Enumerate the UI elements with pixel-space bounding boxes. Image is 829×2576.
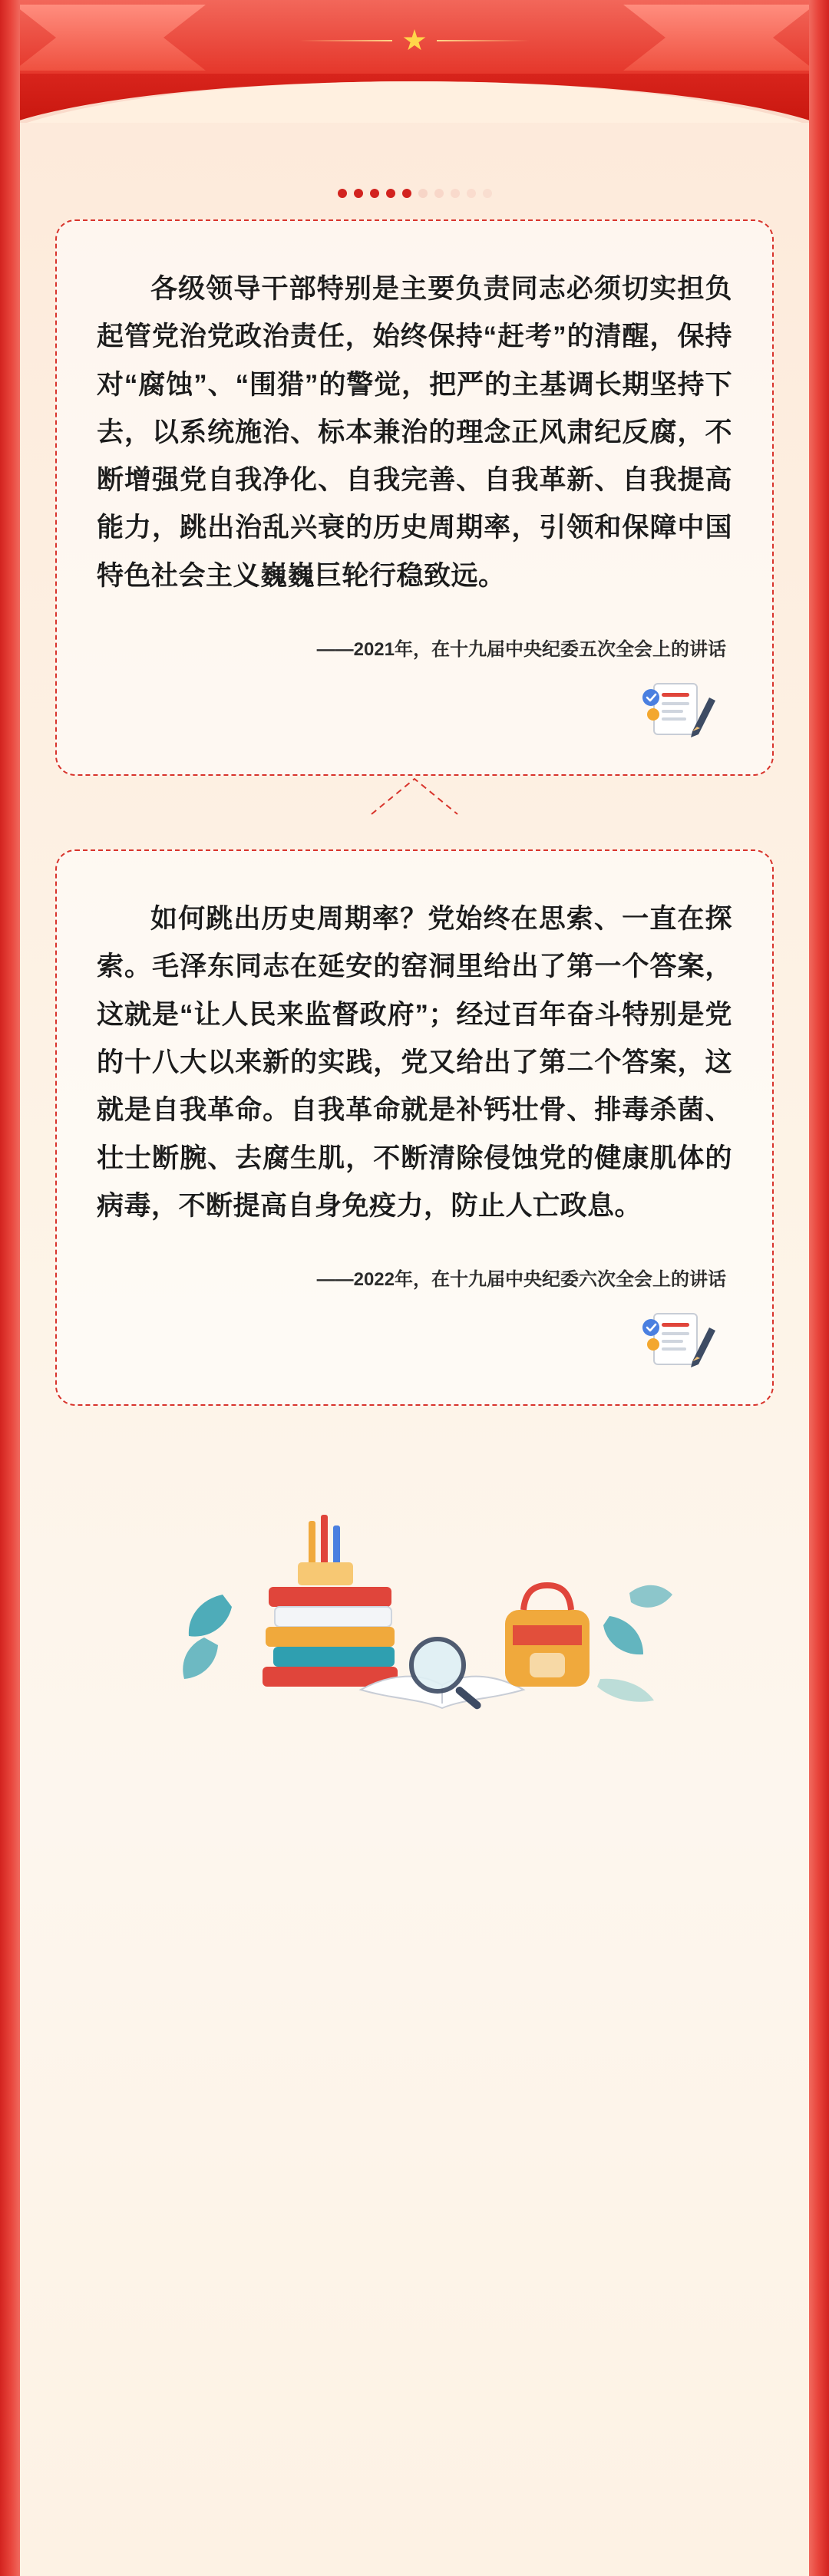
- left-red-rail: [0, 0, 20, 2576]
- progress-dot: [451, 189, 460, 198]
- quote-cards: [0, 219, 829, 1406]
- books-backpack-magnifier-illustration: [0, 1479, 829, 1809]
- banner-center-ornament: [299, 23, 530, 58]
- quote-text: 各级领导干部特别是主要负责同志必须切实担负起管党治党政治责任，始终保持“赶考”的清醒，保持对“腐蚀”、“围猎”的警觉，把严的主基调长期坚持下去，以系统施治、标本兼治的理念正风肃纪反腐，不断增强党自我净化、自我完善、自我革新、自我提高能力，跳出治乱兴衰的历史周期率，引领和保障中国特色社会主义巍巍巨轮行稳致远。: [97, 274, 732, 591]
- progress-dot: [354, 189, 363, 198]
- document-pen-icon: [97, 678, 732, 742]
- progress-dot: [434, 189, 444, 198]
- quote-text: 如何跳出历史周期率？党始终在思索、一直在探索。毛泽东同志在延安的窑洞里给出了第一个答案，这就是“让人民来监督政府”；经过百年奋斗特别是党的十八大以来新的实践，党又给出了第二个答案，这就是自我革命。自我革命就是补钙壮骨、排毒杀菌、壮士断腕、去腐生肌，不断清除侵蚀党的健康肌体的病毒，不断提高自身免疫力，防止人亡政息。: [97, 904, 732, 1221]
- progress-dot: [370, 189, 379, 198]
- progress-dots: [0, 123, 829, 219]
- star-icon: [403, 29, 426, 52]
- star-line-right: [437, 40, 530, 41]
- progress-dot: [418, 189, 428, 198]
- progress-dot: [467, 189, 476, 198]
- quote-card-2022: [55, 849, 774, 1406]
- star-line-left: [299, 40, 392, 41]
- progress-dot: [483, 189, 492, 198]
- banner-bottom-curve-inner: [0, 81, 829, 123]
- quote-source: ——2021年，在十九届中央纪委五次全会上的讲话: [316, 639, 726, 661]
- quote-card-2021: [55, 219, 774, 776]
- document-pen-icon: [97, 1308, 732, 1372]
- progress-dot: [402, 189, 411, 198]
- quote-source: ——2022年，在十九届中央纪委六次全会上的讲话: [316, 1269, 726, 1291]
- right-red-rail: [809, 0, 829, 2576]
- header-banner: [0, 0, 829, 123]
- progress-dot: [386, 189, 395, 198]
- progress-dot: [338, 189, 347, 198]
- card-connector-arrow: [368, 774, 461, 817]
